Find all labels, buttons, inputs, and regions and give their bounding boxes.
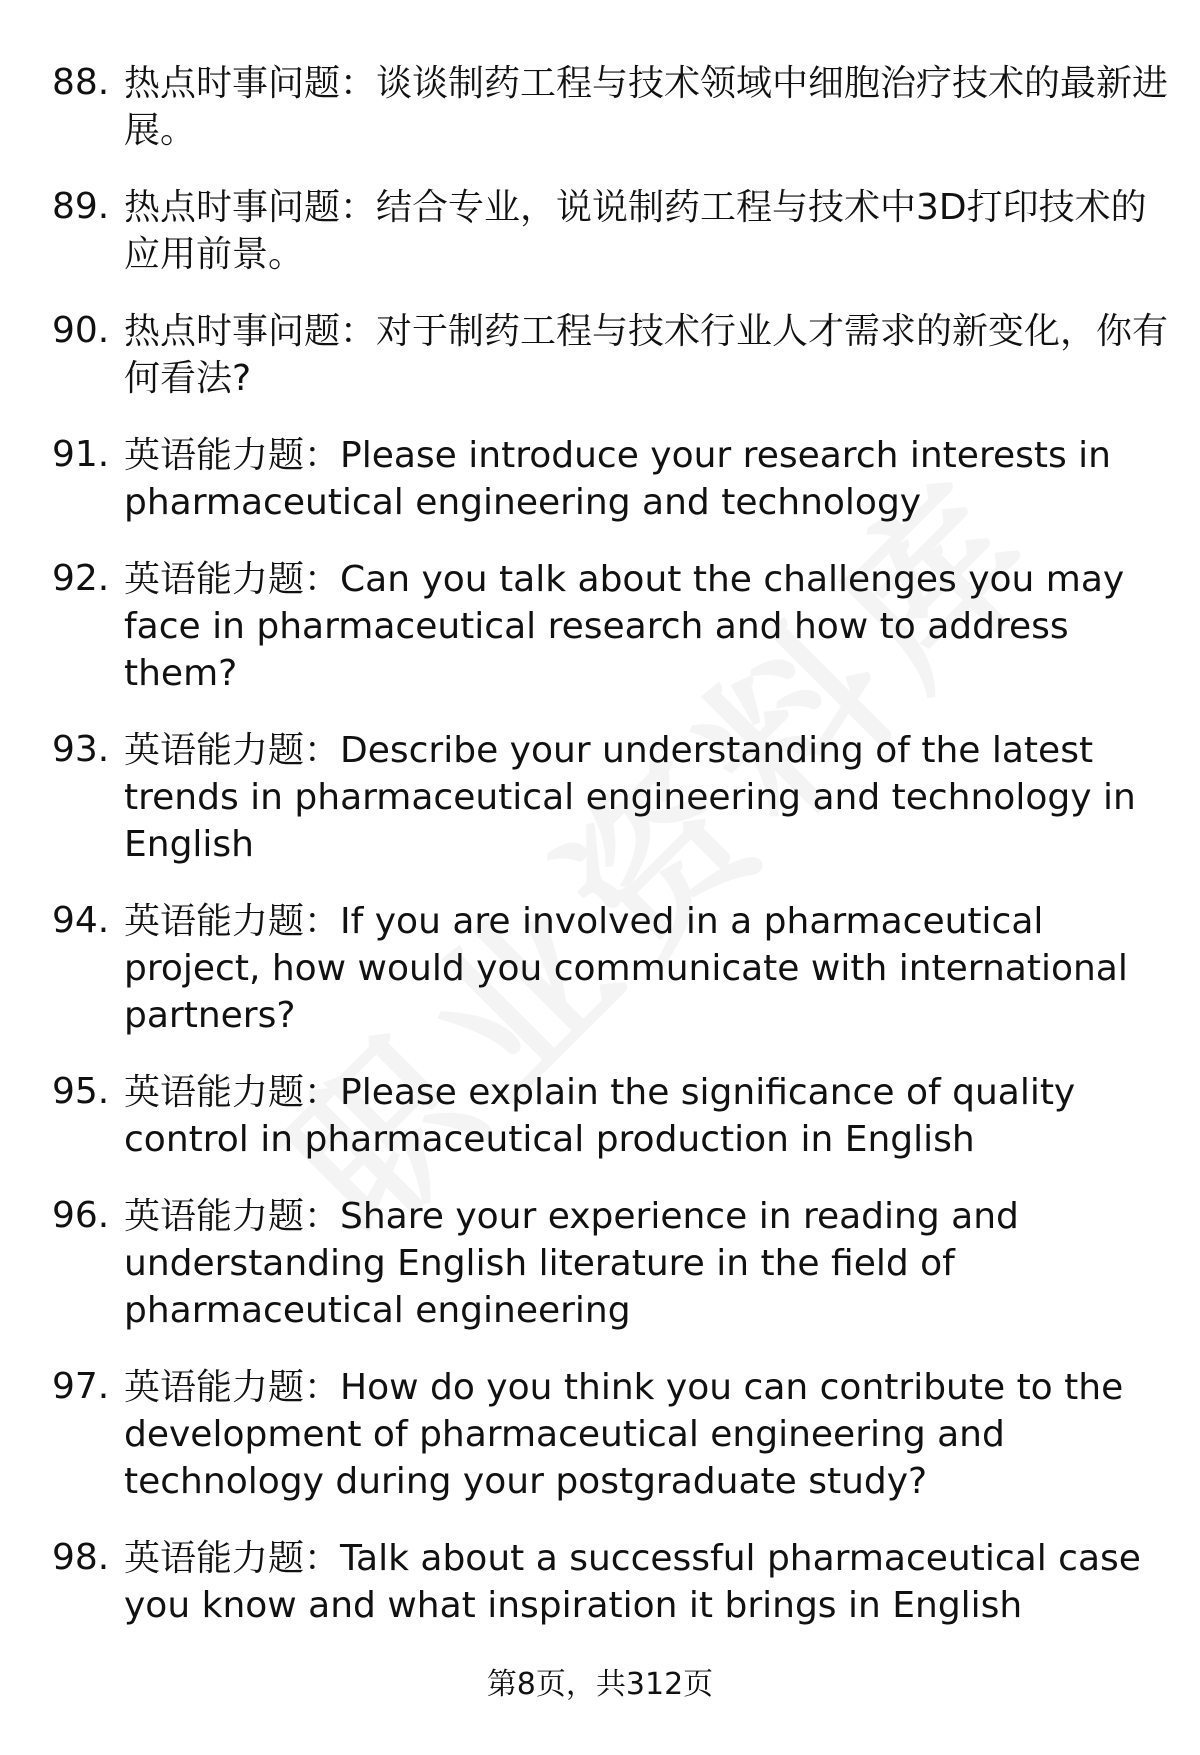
- question-text: 英语能力题：Share your experience in reading and understanding English literature in the field of pharmaceutical engineering: [124, 1196, 1019, 1331]
- question-number: 90.: [52, 310, 110, 351]
- question-text: 热点时事问题：谈谈制药工程与技术领域中细胞治疗技术的最新进展。: [124, 63, 1169, 151]
- question-number: 96.: [52, 1195, 110, 1236]
- question-number: 88.: [52, 62, 110, 103]
- question-number: 95.: [52, 1071, 110, 1112]
- question-number: 89.: [52, 186, 110, 227]
- question-item: [0, 60, 1200, 154]
- page-indicator: 第8页，共312页: [486, 1667, 714, 1702]
- question-item: [0, 727, 1200, 868]
- question-item: [0, 898, 1200, 1039]
- question-list: [0, 60, 1200, 1659]
- question-text: 英语能力题：How do you think you can contribute to the development of pharmaceutical engineering and technology during your postgraduate study?: [124, 1367, 1124, 1502]
- question-number: 92.: [52, 558, 110, 599]
- question-text: 英语能力题：If you are involved in a pharmaceutical project, how would you communicate with international partners?: [124, 901, 1128, 1036]
- question-number: 94.: [52, 900, 110, 941]
- question-item: [0, 1364, 1200, 1505]
- question-text: 英语能力题：Please explain the significance of quality control in pharmaceutical production in English: [124, 1072, 1076, 1160]
- question-item: [0, 1069, 1200, 1163]
- question-text: 英语能力题：Talk about a successful pharmaceutical case you know and what inspiration it brings in English: [124, 1538, 1141, 1626]
- question-number: 98.: [52, 1537, 110, 1578]
- question-item: [0, 1535, 1200, 1629]
- question-item: [0, 1193, 1200, 1334]
- question-text: 英语能力题：Please introduce your research interests in pharmaceutical engineering and technology: [124, 435, 1111, 523]
- question-text: 热点时事问题：结合专业，说说制药工程与技术中3D打印技术的应用前景。: [124, 187, 1147, 275]
- question-item: [0, 556, 1200, 697]
- question-text: 英语能力题：Can you talk about the challenges you may face in pharmaceutical research and how to address them?: [124, 559, 1125, 694]
- question-number: 97.: [52, 1366, 110, 1407]
- question-text: 英语能力题：Describe your understanding of the latest trends in pharmaceutical engineering and technology in English: [124, 730, 1136, 865]
- question-item: [0, 308, 1200, 402]
- question-text: 热点时事问题：对于制药工程与技术行业人才需求的新变化，你有何看法?: [124, 311, 1169, 399]
- question-item: [0, 184, 1200, 278]
- question-number: 91.: [52, 434, 110, 475]
- question-item: [0, 432, 1200, 526]
- question-number: 93.: [52, 729, 110, 770]
